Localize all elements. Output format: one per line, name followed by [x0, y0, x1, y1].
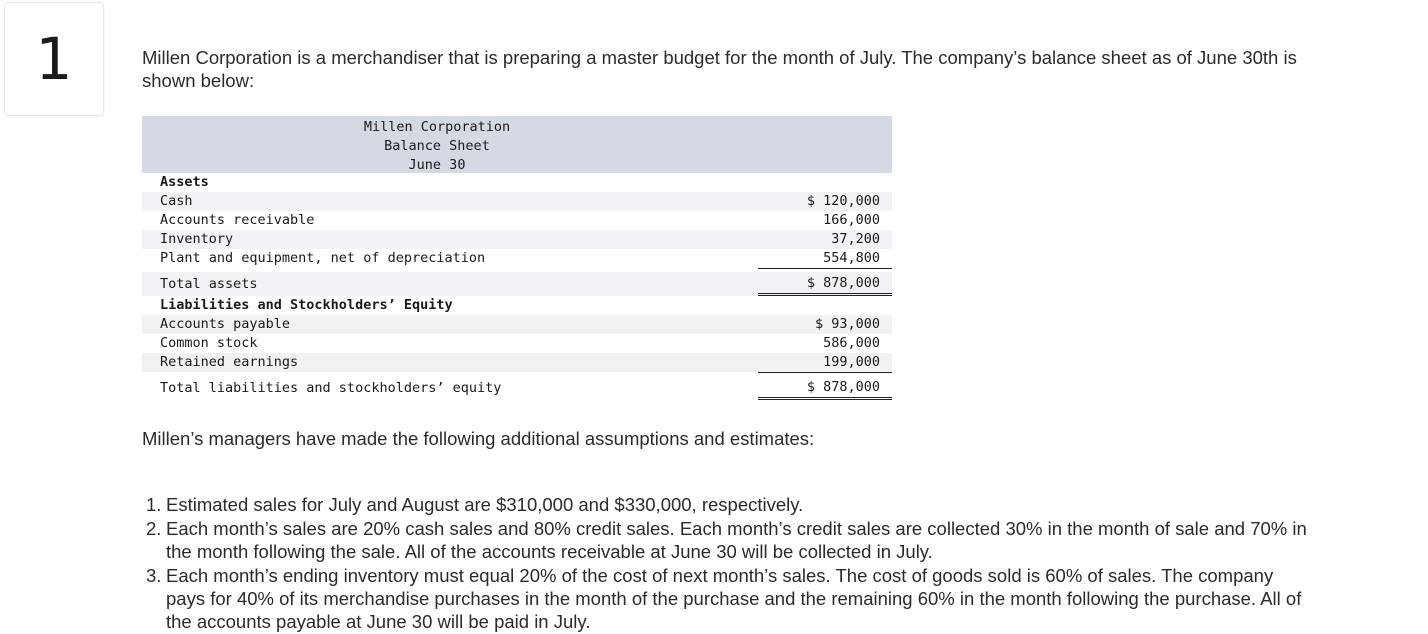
list-item-number: 1. — [146, 494, 162, 515]
assets-heading: Assets — [160, 174, 209, 190]
balance-sheet-header — [142, 116, 892, 173]
table-row — [142, 249, 892, 268]
assumptions-intro: Millen’s managers have made the following additional assumptions and estimates: — [142, 428, 815, 449]
table-row — [142, 211, 892, 230]
row-label: Common stock — [160, 335, 258, 351]
assumptions-list — [142, 493, 1312, 634]
total-assets-row — [142, 272, 892, 296]
row-label: Retained earnings — [160, 354, 299, 370]
total-liabilities-row — [142, 376, 892, 400]
row-label: Total assets — [160, 276, 258, 292]
liabilities-heading: Liabilities and Stockholders’ Equity — [160, 297, 453, 313]
row-label: Total liabilities and stockholders’ equity — [160, 380, 502, 396]
row-amount: 37,200 — [831, 231, 880, 247]
table-row — [142, 334, 892, 353]
row-amount: 166,000 — [823, 212, 880, 228]
row-amount: $ 120,000 — [806, 193, 880, 209]
list-item-text: Each month’s sales are 20% cash sales and 80% credit sales. Each month’s credit sales are collected 30% in the month of sale and 70% in the month following the sale. All of the accounts receivable at June 30 will be collected in July. — [166, 518, 1307, 562]
sheet-title: Balance Sheet — [384, 138, 490, 154]
question-number-badge: 1 — [4, 2, 104, 116]
liabilities-heading-row — [142, 296, 892, 315]
row-amount: 554,800 — [758, 249, 892, 269]
row-label: Accounts receivable — [160, 212, 315, 228]
balance-sheet-table — [142, 116, 892, 400]
table-row — [142, 192, 892, 211]
table-row — [142, 230, 892, 249]
list-item-text: Estimated sales for July and August are $310,000 and $330,000, respectively. — [166, 494, 804, 515]
list-item — [142, 517, 1312, 563]
company-name: Millen Corporation — [363, 119, 511, 135]
row-label: Plant and equipment, net of depreciation — [160, 250, 486, 266]
list-item — [142, 564, 1312, 633]
row-label: Inventory — [160, 231, 234, 247]
row-amount: $ 93,000 — [814, 316, 880, 332]
row-amount: 586,000 — [823, 335, 880, 351]
list-item-number: 2. — [146, 518, 162, 539]
intro-paragraph: Millen Corporation is a merchandiser that is preparing a master budget for the month of July. The company’s balance sheet as of June 30th is shown below: — [142, 47, 1297, 91]
row-label: Accounts payable — [160, 316, 291, 332]
list-item-text: Each month’s ending inventory must equal 20% of the cost of next month’s sales. The cost of goods sold is 60% of sales. The company pays for 40% of its merchandise purchases in the month of the purchase and the remaining 60% in the month following the purchase. All of the accounts payable at June 30 will be paid in July. — [166, 565, 1302, 632]
table-row — [142, 353, 892, 372]
list-item — [142, 493, 1312, 516]
row-label: Cash — [160, 193, 193, 209]
row-amount: 199,000 — [758, 353, 892, 373]
row-amount: $ 878,000 — [758, 268, 892, 296]
list-item-number: 3. — [146, 565, 162, 586]
sheet-date: June 30 — [408, 157, 466, 173]
row-amount: $ 878,000 — [758, 372, 892, 400]
assets-heading-row — [142, 173, 892, 192]
table-row — [142, 315, 892, 334]
